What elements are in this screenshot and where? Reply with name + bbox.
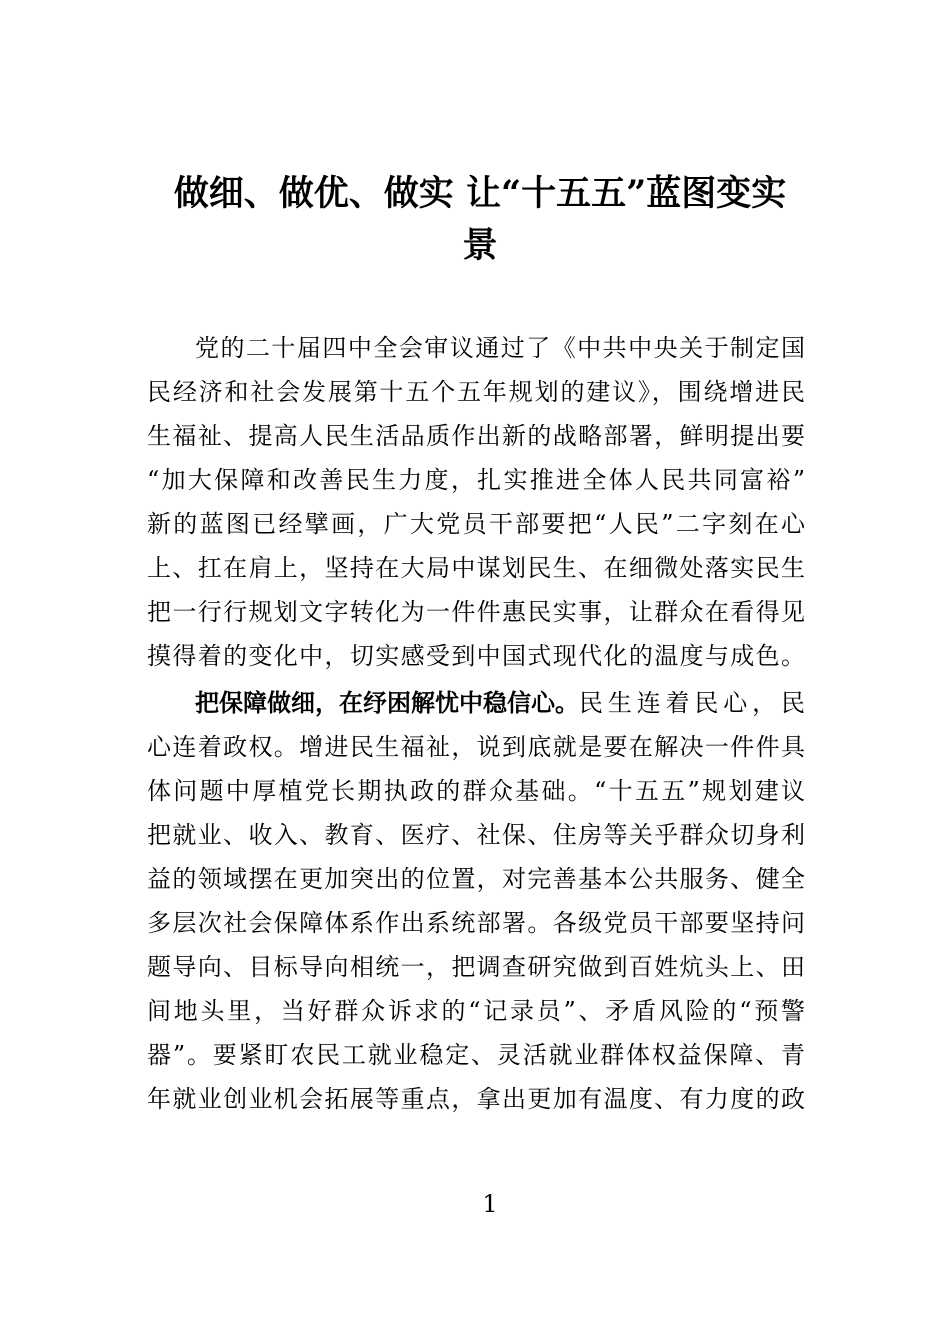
text-line: 器”。要紧盯农民工就业稳定、灵活就业群体权益保障、青 <box>147 1041 805 1069</box>
text-line: “加大保障和改善民生力度，扎实推进全体人民共同富裕” <box>147 466 805 494</box>
text-line: 党的二十届四中全会审议通过了《中共中央关于制定国 <box>195 334 805 362</box>
text-line: 上、扛在肩上，坚持在大局中谋划民生、在细微处落实民生 <box>147 554 805 582</box>
text-line: 民经济和社会发展第十五个五年规划的建议》，围绕增进民 <box>147 378 805 406</box>
document-title-line-1: 做细、做优、做实 让“十五五”蓝图变实 <box>173 173 787 214</box>
paragraph-lead-heading: 把保障做细，在纾困解忧中稳信心。 <box>195 689 579 717</box>
document-title-line-2: 景 <box>462 225 498 266</box>
text-line: 多层次社会保障体系作出系统部署。各级党员干部要坚持问 <box>147 909 805 937</box>
text-line: 摸得着的变化中，切实感受到中国式现代化的温度与成色。 <box>147 642 805 670</box>
text-line <box>195 688 805 718</box>
text-line: 间地头里，当好群众诉求的“记录员”、矛盾风险的“预警 <box>147 997 805 1025</box>
text-line: 生福祉、提高人民生活品质作出新的战略部署，鲜明提出要 <box>147 422 805 450</box>
page-number: 1 <box>482 1190 498 1218</box>
text-line: 益的领域摆在更加突出的位置，对完善基本公共服务、健全 <box>147 865 805 893</box>
text-line: 新的蓝图已经擘画，广大党员干部要把“人民”二字刻在心 <box>147 510 805 538</box>
text-line: 把一行行规划文字转化为一件件惠民实事，让群众在看得见 <box>147 598 805 626</box>
text-line: 把就业、收入、教育、医疗、社保、住房等关乎群众切身利 <box>147 821 805 849</box>
text-line: 体问题中厚植党长期执政的群众基础。“十五五”规划建议 <box>147 777 805 805</box>
text-line-rest: 民生连着民心，民 <box>579 689 805 717</box>
text-line: 题导向、目标导向相统一，把调查研究做到百姓炕头上、田 <box>147 953 805 981</box>
text-line: 心连着政权。增进民生福祉，说到底就是要在解决一件件具 <box>147 733 805 761</box>
text-line: 年就业创业机会拓展等重点，拿出更加有温度、有力度的政 <box>147 1085 805 1113</box>
